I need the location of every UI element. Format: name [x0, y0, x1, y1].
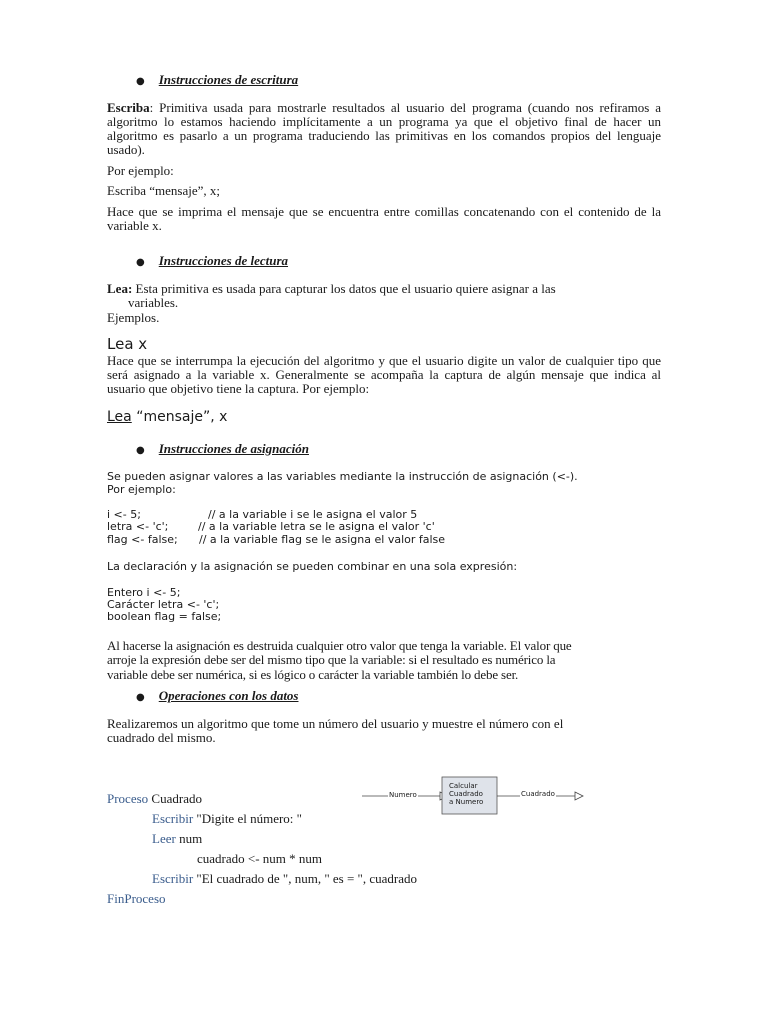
decl-code-line-3: boolean flag = false; [107, 610, 222, 623]
heading-lectura-text: Instrucciones de lectura [158, 253, 289, 268]
heading-escritura-text: Instrucciones de escritura [158, 72, 299, 87]
code-leer [152, 832, 202, 846]
code-proceso-name: Cuadrado [148, 791, 202, 806]
assign-code-line-3: flag <- false; [107, 533, 178, 546]
lea-x-example: Lea x [107, 335, 148, 353]
assign-code-line-2: letra <- 'c'; [107, 520, 169, 533]
code-escribir-2 [152, 872, 417, 886]
assign-code-line-1: i <- 5; [107, 508, 141, 521]
lea-mensaje-rest: “mensaje”, x [131, 409, 228, 425]
lea-description: Esta primitiva es usada para capturar los datos que el usuario quiere asignar a las [132, 281, 556, 296]
output-arrowhead-icon [575, 792, 583, 800]
assign-comment-line-1: // a la variable i se le asigna el valor 5 [208, 508, 418, 521]
asignacion-para-line-1: Al hacerse la asignación es destruida cualquier otro valor que tenga la variable. El valor que [107, 638, 572, 653]
heading-lectura [136, 253, 288, 269]
assign-comment-line-2: // a la variable letra se le asigna el valor 'c' [198, 520, 435, 533]
diagram-box-line-3: a Numero [449, 798, 484, 806]
code-escribir-1-args: "Digite el número: " [193, 811, 302, 826]
lea-mensaje-example [107, 409, 227, 425]
code-escribir-1 [152, 812, 302, 826]
lectura-explanation: Hace que se interrumpa la ejecución del algoritmo y que el usuario digite un valor de cualquier tipo que será asignado a la variable x. Generalmente se acompaña la captura de algún mensaje que indica al usuario que objetivo tiene la captura. Por ejemplo: [107, 353, 661, 396]
lectura-ejemplos: Ejemplos. [107, 310, 160, 325]
asignacion-intro-2: Por ejemplo: [107, 483, 176, 496]
code-escribir-2-args: "El cuadrado de ", num, " es = ", cuadrado [193, 871, 418, 886]
heading-escritura [136, 72, 298, 88]
diagram-input-label: Numero [389, 791, 417, 799]
heading-operaciones [136, 688, 298, 704]
diagram-output-label: Cuadrado [521, 790, 555, 798]
asignacion-para-line-3: variable debe ser numérica, si es lógico o carácter la variable también lo debe ser. [107, 667, 519, 682]
escriba-term: Escriba [107, 100, 150, 115]
decl-code-line-1: Entero i <- 5; [107, 586, 181, 599]
escritura-example: Escriba “mensaje”, x; [107, 183, 220, 198]
lea-line-1 [107, 282, 556, 296]
bullet-icon: ● [136, 76, 145, 87]
lea-term: Lea: [107, 281, 133, 296]
code-proceso [107, 792, 202, 806]
escriba-description: : Primitiva usada para mostrarle resultados al usuario del programa (cuando nos refiramos a algoritmo lo estamos haciendo implícitamente a un programa ya que el objetivo final de hacer un algoritmo es pasarlo a un programa traduciendo las primitivas en los comandos propios del lenguaje usado). [107, 100, 661, 157]
heading-asignacion [136, 441, 309, 457]
heading-asignacion-text: Instrucciones de asignación [158, 441, 309, 456]
code-keyword-escribir: Escribir [152, 811, 194, 826]
lea-keyword: Lea [107, 409, 132, 425]
asignacion-para-line-2: arroje la expresión debe ser del mismo tipo que la variable: si el resultado es numérico la [107, 652, 556, 667]
diagram-box-line-1: Calcular [449, 782, 478, 790]
bullet-icon: ● [136, 257, 145, 268]
bullet-icon: ● [136, 692, 145, 703]
code-keyword-escribir: Escribir [152, 871, 194, 886]
escritura-explanation: Hace que se imprima el mensaje que se encuentra entre comillas concatenando con el contenido de la variable x. [107, 204, 661, 233]
code-assign: cuadrado <- num * num [197, 851, 323, 866]
diagram-box-line-2: Cuadrado [449, 790, 483, 798]
operaciones-intro-1: Realizaremos un algoritmo que tome un número del usuario y muestre el número con el [107, 716, 564, 731]
operaciones-intro-2: cuadrado del mismo. [107, 730, 216, 745]
code-keyword-proceso: Proceso [107, 791, 149, 806]
lea-line-2: variables. [128, 295, 179, 310]
heading-operaciones-text: Operaciones con los datos [158, 688, 299, 703]
asignacion-intro-1: Se pueden asignar valores a las variables mediante la instrucción de asignación (<-). [107, 470, 578, 483]
decl-code-line-2: Carácter letra <- 'c'; [107, 598, 220, 611]
code-leer-args: num [175, 831, 203, 846]
escriba-paragraph [107, 101, 661, 157]
escritura-por-ejemplo: Por ejemplo: [107, 163, 174, 178]
code-keyword-leer: Leer [152, 831, 176, 846]
bullet-icon: ● [136, 445, 145, 456]
assign-comment-line-3: // a la variable flag se le asigna el valor false [199, 533, 446, 546]
code-finproceso: FinProceso [107, 891, 166, 906]
combine-sentence: La declaración y la asignación se pueden combinar en una sola expresión: [107, 560, 518, 573]
